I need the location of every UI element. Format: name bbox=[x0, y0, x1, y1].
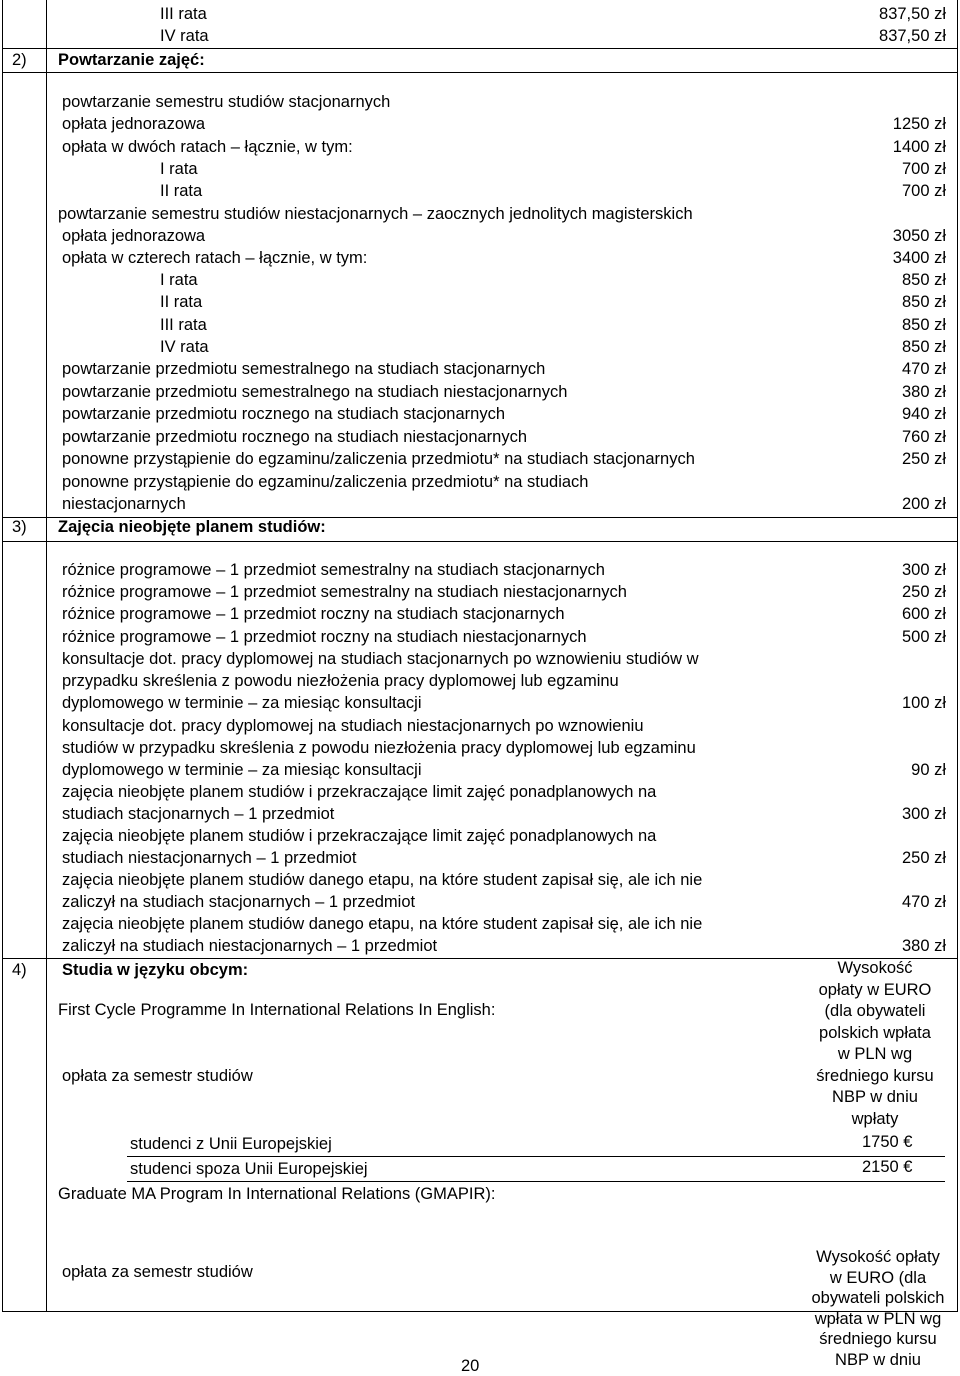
row-amount: 700 zł bbox=[901, 182, 946, 200]
row-amount: 100 zł bbox=[901, 694, 946, 712]
fee-header-2-line: wpłata w PLN wg bbox=[814, 1309, 942, 1328]
row-label: różnice programowe – 1 przedmiot roczny na studiach niestacjonarnych bbox=[62, 628, 587, 646]
non-eu-row-underline bbox=[127, 1181, 945, 1182]
fee-header-2-line: w EURO (dla bbox=[829, 1268, 927, 1287]
row-label: różnice programowe – 1 przedmiot roczny na studiach stacjonarnych bbox=[62, 605, 565, 623]
table-border-right bbox=[957, 0, 958, 1312]
row-amount: 1400 zł bbox=[892, 138, 946, 156]
fee-header-2-line: średniego kursu bbox=[819, 1330, 937, 1348]
row-label: I rata bbox=[160, 160, 198, 178]
fee-header-2-line: NBP w dniu bbox=[835, 1350, 921, 1369]
fee-header-line: polskich wpłata bbox=[819, 1023, 931, 1042]
fee-header-line: opłaty w EURO bbox=[818, 980, 932, 999]
row-label: IV rata bbox=[160, 338, 209, 356]
row-amount: 850 zł bbox=[901, 316, 946, 334]
row-amount: 3050 zł bbox=[892, 227, 946, 245]
row-label: III rata bbox=[160, 316, 207, 334]
non-eu-students-label: studenci spoza Unii Europejskiej bbox=[130, 1160, 368, 1178]
row-label: studiach stacjonarnych – 1 przedmiot bbox=[62, 805, 335, 823]
row-label: opłata jednorazowa bbox=[62, 227, 206, 245]
row-label: zajęcia nieobjęte planem studiów danego etapu, na które student zapisał się, ale ich nie bbox=[62, 915, 703, 933]
row-amount: 250 zł bbox=[901, 583, 946, 601]
fee-header-line: (dla obywateli bbox=[824, 1002, 926, 1020]
row-label: zajęcia nieobjęte planem studiów danego etapu, na które student zapisał się, ale ich nie bbox=[62, 871, 703, 889]
row-label: dyplomowego w terminie – za miesiąc konsultacji bbox=[62, 694, 422, 712]
row-label: opłata w czterech ratach – łącznie, w tym: bbox=[62, 249, 368, 267]
row-amount: 470 zł bbox=[901, 893, 946, 911]
row-amount: 380 zł bbox=[901, 383, 946, 401]
row-amount: 1250 zł bbox=[892, 115, 946, 133]
row-label: studiach niestacjonarnych – 1 przedmiot bbox=[62, 849, 357, 867]
fee-header-2-line: Wysokość opłaty bbox=[816, 1248, 940, 1266]
row-amount: 470 zł bbox=[901, 360, 946, 378]
row-amount: 850 zł bbox=[901, 293, 946, 311]
row-label: ponowne przystąpienie do egzaminu/zaliczenia przedmiotu* na studiach stacjonarnych bbox=[62, 450, 695, 468]
section-2-title: Powtarzanie zajęć: bbox=[58, 51, 205, 69]
row-label: III rata bbox=[160, 5, 207, 23]
row-label: powtarzanie przedmiotu semestralnego na studiach niestacjonarnych bbox=[62, 383, 568, 401]
row-amount: 90 zł bbox=[911, 761, 946, 779]
non-eu-students-amount: 2150 € bbox=[862, 1158, 913, 1176]
row-label: II rata bbox=[160, 293, 203, 311]
fee-header-line: Wysokość bbox=[837, 959, 913, 977]
row-amount: 3400 zł bbox=[892, 249, 946, 267]
eu-students-amount: 1750 € bbox=[862, 1133, 913, 1151]
fee-header-line: w PLN wg bbox=[837, 1045, 913, 1063]
row-amount: 600 zł bbox=[901, 605, 946, 623]
row-label: konsultacje dot. pracy dyplomowej na studiach niestacjonarnych po wznowieniu bbox=[62, 717, 644, 735]
row-divider bbox=[2, 541, 958, 542]
row-amount: 250 zł bbox=[901, 849, 946, 867]
row-amount: 300 zł bbox=[901, 561, 946, 579]
row-label: powtarzanie przedmiotu semestralnego na studiach stacjonarnych bbox=[62, 360, 546, 378]
table-border-left bbox=[2, 0, 3, 1312]
row-amount: 200 zł bbox=[901, 495, 946, 513]
row-amount: 250 zł bbox=[901, 450, 946, 468]
program-2-title: Graduate MA Program In International Relations (GMAPIR): bbox=[58, 1185, 496, 1203]
page-number: 20 bbox=[461, 1357, 480, 1375]
row-label: przypadku skreślenia z powodu niezłożenia pracy dyplomowej lub egzaminu bbox=[62, 672, 619, 690]
row-amount: 500 zł bbox=[901, 628, 946, 646]
row-label: opłata jednorazowa bbox=[62, 115, 206, 133]
row-amount: 940 zł bbox=[901, 405, 946, 423]
section-3-title: Zajęcia nieobjęte planem studiów: bbox=[58, 518, 326, 536]
section-2-number: 2) bbox=[12, 51, 27, 69]
row-label: konsultacje dot. pracy dyplomowej na studiach stacjonarnych po wznowieniu studiów w bbox=[62, 650, 699, 668]
row-label: niestacjonarnych bbox=[62, 495, 186, 513]
row-amount: 300 zł bbox=[901, 805, 946, 823]
row-label: zajęcia nieobjęte planem studiów i przekraczające limit zajęć ponadplanowych na bbox=[62, 827, 657, 845]
fee-label-2: opłata za semestr studiów bbox=[62, 1263, 253, 1281]
row-amount: 850 zł bbox=[901, 271, 946, 289]
row-label: różnice programowe – 1 przedmiot semestralny na studiach niestacjonarnych bbox=[62, 583, 627, 601]
row-label: dyplomowego w terminie – za miesiąc konsultacji bbox=[62, 761, 422, 779]
row-amount: 837,50 zł bbox=[879, 5, 946, 23]
fee-header-2-line: obywateli polskich bbox=[811, 1289, 945, 1307]
row-label: zajęcia nieobjęte planem studiów i przekraczające limit zajęć ponadplanowych na bbox=[62, 783, 657, 801]
row-label: studiów w przypadku skreślenia z powodu niezłożenia pracy dyplomowej lub egzaminu bbox=[62, 739, 696, 757]
section-4-number: 4) bbox=[12, 961, 27, 979]
row-amount: 850 zł bbox=[901, 338, 946, 356]
row-label: ponowne przystąpienie do egzaminu/zaliczenia przedmiotu* na studiach bbox=[62, 473, 589, 491]
fee-header-line: wpłaty bbox=[851, 1109, 899, 1128]
fee-header-line: NBP w dniu bbox=[832, 1088, 918, 1106]
row-label: powtarzanie przedmiotu rocznego na studiach stacjonarnych bbox=[62, 405, 506, 423]
row-amount: 380 zł bbox=[901, 937, 946, 955]
fee-label: opłata za semestr studiów bbox=[62, 1067, 253, 1085]
row-label: różnice programowe – 1 przedmiot semestralny na studiach stacjonarnych bbox=[62, 561, 605, 579]
section-3-number: 3) bbox=[12, 518, 27, 536]
row-label: IV rata bbox=[160, 27, 209, 45]
row-label: powtarzanie semestru studiów stacjonarnych bbox=[62, 93, 391, 111]
row-label: powtarzanie semestru studiów niestacjonarnych – zaocznych jednolitych magisterskich bbox=[58, 205, 693, 223]
column-divider bbox=[46, 0, 47, 1312]
fee-header-line: średniego kursu bbox=[816, 1066, 934, 1085]
row-label: zaliczył na studiach niestacjonarnych – 1 przedmiot bbox=[62, 937, 438, 955]
row-amount: 760 zł bbox=[901, 428, 946, 446]
row-label: opłata w dwóch ratach – łącznie, w tym: bbox=[62, 138, 353, 156]
row-label: powtarzanie przedmiotu rocznego na studiach niestacjonarnych bbox=[62, 428, 528, 446]
row-amount: 700 zł bbox=[901, 160, 946, 178]
eu-students-label: studenci z Unii Europejskiej bbox=[130, 1135, 332, 1153]
row-divider bbox=[2, 48, 958, 49]
row-label: zaliczył na studiach stacjonarnych – 1 przedmiot bbox=[62, 893, 416, 911]
program-1-title: First Cycle Programme In International Relations In English: bbox=[58, 1001, 496, 1019]
section-4-title: Studia w języku obcym: bbox=[62, 961, 249, 979]
eu-row-underline bbox=[127, 1156, 945, 1157]
row-divider bbox=[2, 72, 958, 73]
row-label: II rata bbox=[160, 182, 203, 200]
row-label: I rata bbox=[160, 271, 198, 289]
row-amount: 837,50 zł bbox=[879, 27, 946, 45]
